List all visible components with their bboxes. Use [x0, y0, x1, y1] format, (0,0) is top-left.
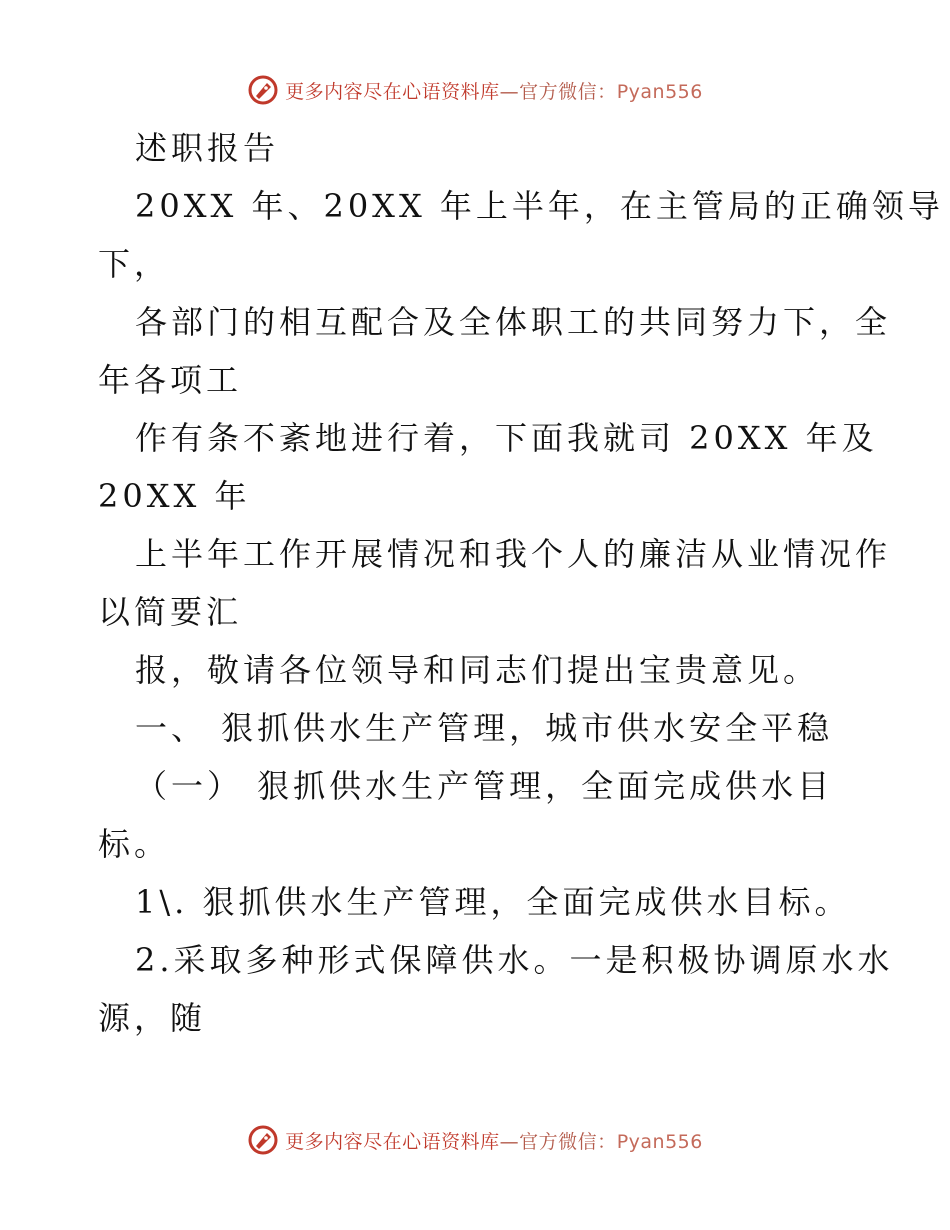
- paragraph-line: 作有条不紊地进行着，下面我就司 20XX 年及: [135, 419, 878, 457]
- watermark-dash: —: [499, 1130, 520, 1153]
- pen-nib-logo-icon: [247, 1124, 279, 1156]
- header-watermark: [0, 70, 950, 110]
- watermark-text: [285, 77, 703, 104]
- pen-nib-logo-icon: [247, 74, 279, 106]
- paragraph-line: 年各项工: [98, 361, 243, 399]
- footer-watermark: [0, 1120, 950, 1160]
- paragraph-line: 20XX 年: [98, 477, 251, 515]
- list-item: 1\. 狠抓供水生产管理，全面完成供水目标。: [135, 883, 851, 921]
- section-heading: 一、 狠抓供水生产管理，城市供水安全平稳: [135, 709, 834, 747]
- paragraph-line: 上半年工作开展情况和我个人的廉洁从业情况作: [135, 535, 892, 573]
- paragraph-line: 下，: [98, 245, 171, 283]
- list-item: 2.采取多种形式保障供水。一是积极协调原水水: [135, 941, 894, 979]
- watermark-id: Pyan556: [616, 80, 703, 103]
- watermark-text: [285, 1127, 703, 1154]
- document-title: 述职报告: [135, 129, 280, 167]
- watermark-main: 更多内容尽在心语资料库: [285, 80, 500, 103]
- subsection-heading: （一） 狠抓供水生产管理，全面完成供水目: [135, 767, 834, 805]
- paragraph-line: 20XX 年、20XX 年上半年，在主管局的正确领导: [135, 187, 944, 225]
- watermark-official: 官方微信：: [519, 80, 617, 103]
- watermark-official: 官方微信：: [519, 1130, 617, 1153]
- watermark-dash: —: [499, 80, 520, 103]
- paragraph-line: 各部门的相互配合及全体职工的共同努力下，全: [135, 303, 892, 341]
- watermark-id: Pyan556: [616, 1130, 703, 1153]
- paragraph-line: 报，敬请各位领导和同志们提出宝贵意见。: [135, 651, 820, 689]
- watermark-main: 更多内容尽在心语资料库: [285, 1130, 500, 1153]
- paragraph-line: 以简要汇: [98, 593, 243, 631]
- paragraph-line: 标。: [98, 825, 171, 863]
- paragraph-line: 源，随: [98, 999, 207, 1037]
